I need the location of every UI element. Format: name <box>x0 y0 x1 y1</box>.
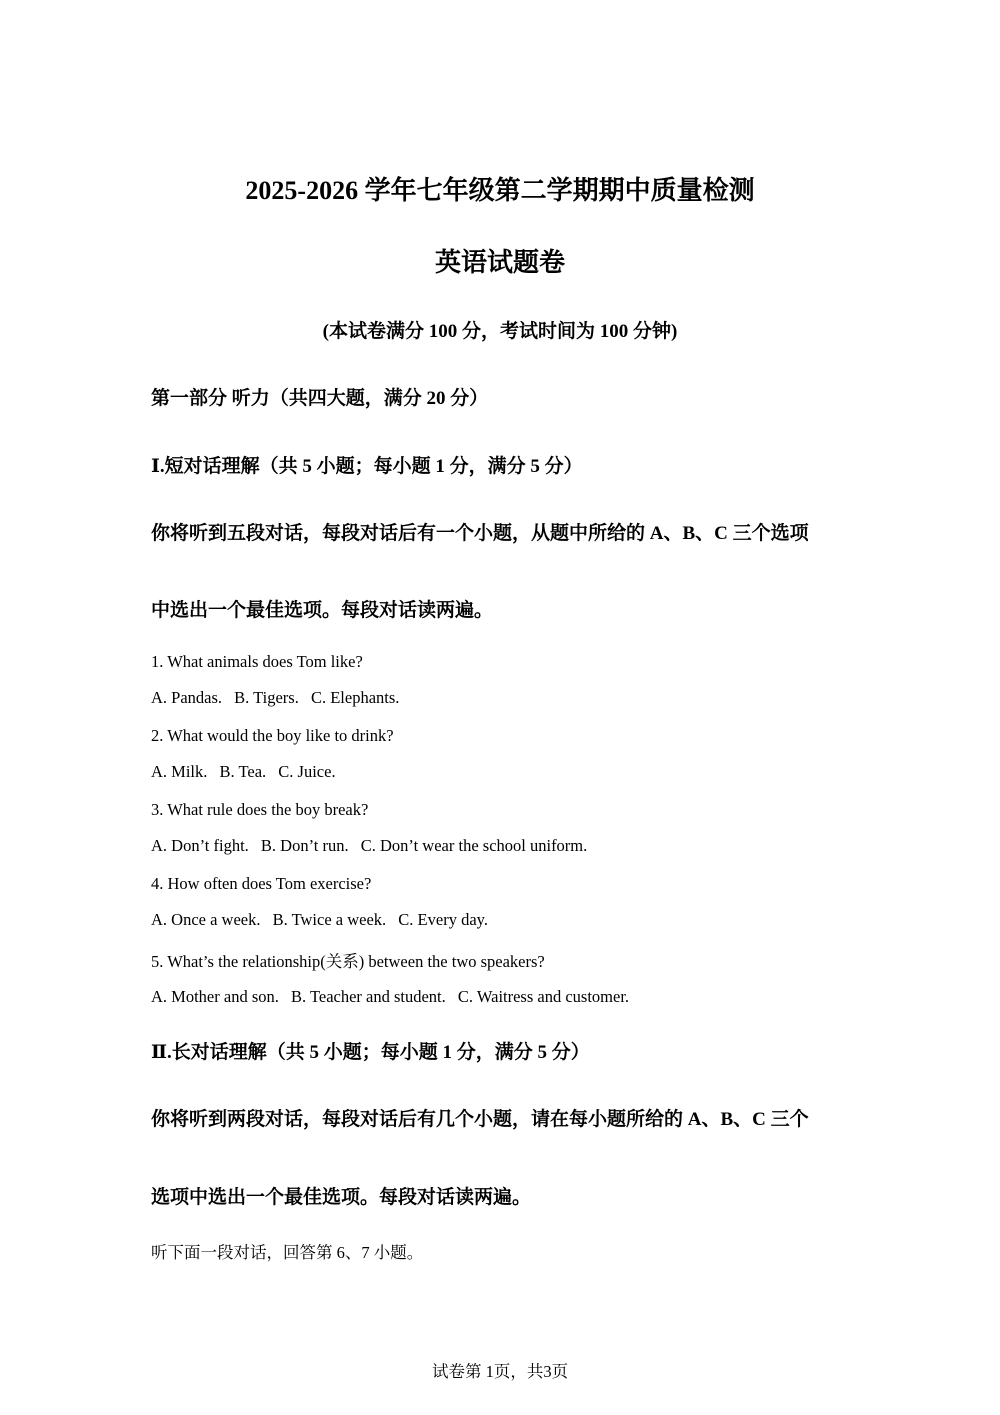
question-1-stem: 1. What animals does Tom like? <box>151 652 363 671</box>
section2-heading: Ⅱ.长对话理解（共 5 小题；每小题 1 分，满分 5 分） <box>151 1042 590 1063</box>
question-4-option-a: A. Once a week. <box>151 910 261 929</box>
question-3-option-a: A. Don’t fight. <box>151 836 249 855</box>
question-1-option-c: C. Elephants. <box>310 688 400 707</box>
question-3-options <box>151 836 595 856</box>
section1-instruction-line1: 你将听到五段对话，每段对话后有一个小题，从题中所给的 A、B、C 三个选项 <box>151 523 809 544</box>
exam-note: (本试卷满分 100 分，考试时间为 100 分钟) <box>322 321 678 342</box>
question-4-option-c: C. Every day. <box>398 910 488 929</box>
question-3-option-c: C. Don’t wear the school uniform. <box>360 836 588 855</box>
question-3-stem: 3. What rule does the boy break? <box>151 800 369 819</box>
question-1-option-a: A. Pandas. <box>151 688 223 707</box>
question-5-option-c: C. Waitress and customer. <box>457 987 630 1006</box>
question-4-stem: 4. How often does Tom exercise? <box>151 874 372 893</box>
question-2-option-b: B. Tea. <box>219 762 267 781</box>
section2-instruction-line1: 你将听到两段对话，每段对话后有几个小题，请在每小题所给的 A、B、C 三个 <box>151 1109 809 1130</box>
question-2-stem: 2. What would the boy like to drink? <box>151 726 394 745</box>
question-2-option-c: C. Juice. <box>278 762 336 781</box>
question-1-options <box>151 688 407 708</box>
question-4-options <box>151 910 496 930</box>
question-2-option-a: A. Milk. <box>151 762 208 781</box>
question-5-option-a: A. Mother and son. <box>151 987 279 1006</box>
page-footer: 试卷第 1页，共3页 <box>431 1362 569 1381</box>
question-5-option-b: B. Teacher and student. <box>290 987 446 1006</box>
section1-heading: Ⅰ.短对话理解（共 5 小题；每小题 1 分，满分 5 分） <box>151 456 583 477</box>
exam-title: 2025-2026 学年七年级第二学期期中质量检测 <box>245 176 755 205</box>
part1-heading: 第一部分 听力（共四大题，满分 20 分） <box>151 388 489 409</box>
question-5-options <box>151 987 637 1007</box>
question-5-stem: 5. What’s the relationship(关系) between the two speakers? <box>151 952 545 971</box>
question-1-option-b: B. Tigers. <box>234 688 299 707</box>
section2-listen-note: 听下面一段对话，回答第 6、7 小题。 <box>151 1243 424 1262</box>
question-2-options <box>151 762 344 782</box>
question-3-option-b: B. Don’t run. <box>260 836 349 855</box>
question-4-option-b: B. Twice a week. <box>272 910 387 929</box>
exam-subtitle: 英语试题卷 <box>434 248 565 277</box>
section2-instruction-line2: 选项中选出一个最佳选项。每段对话读两遍。 <box>151 1187 532 1208</box>
section1-instruction-line2: 中选出一个最佳选项。每段对话读两遍。 <box>151 600 494 621</box>
